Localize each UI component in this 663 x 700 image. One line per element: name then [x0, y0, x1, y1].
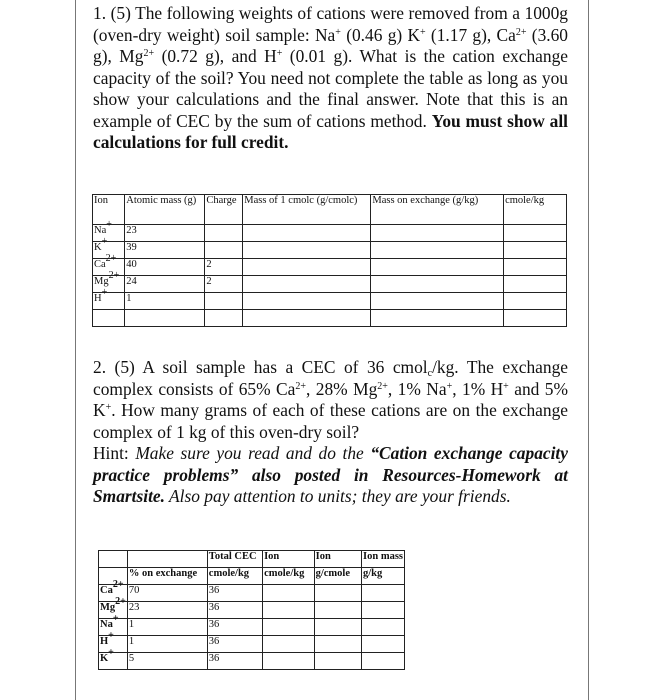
empty-cell	[243, 310, 371, 327]
header-cell: Mass of 1 cmolc (g/cmolc)	[243, 195, 371, 225]
empty-cell	[263, 585, 315, 602]
cec-cell: 36	[207, 619, 262, 636]
empty-cell	[314, 585, 361, 602]
empty-cell	[362, 585, 405, 602]
page-edge-right	[588, 0, 589, 700]
question-2-text: 2. (5) A soil sample has a CEC of 36 cmol$_c$/kg. The exchange complex consists of 65% $Ca^{2+}$, 28% $Mg^{2+}$, 1% Na+, 1% H+ and 5% K+. How many grams of each of these cations are on the exchange complex of 1 kg of this oven-dry soil?	[93, 357, 569, 442]
charge-cell	[205, 225, 243, 242]
table-row	[99, 602, 405, 619]
empty-cell	[371, 242, 504, 259]
ion-cell: H+	[93, 293, 125, 310]
table-row	[93, 276, 567, 293]
table-row	[99, 619, 405, 636]
empty-cell	[314, 602, 361, 619]
table-row	[99, 653, 405, 670]
mass-cell: 39	[125, 242, 205, 259]
table-row	[93, 242, 567, 259]
cec-cell: 36	[207, 585, 262, 602]
exchange-table	[98, 550, 405, 670]
empty-cell	[243, 242, 371, 259]
empty-cell	[263, 653, 315, 670]
question-1-emphasis: You must show all calculations for full credit.	[93, 110, 569, 152]
header-cell: g/kg	[362, 568, 405, 585]
empty-cell	[504, 242, 567, 259]
question-1	[93, 3, 568, 154]
table-row	[93, 225, 567, 242]
header-cell: Mass on exchange (g/kg)	[371, 195, 504, 225]
charge-cell: 2	[205, 276, 243, 293]
cation-table	[92, 194, 567, 327]
empty-cell	[371, 276, 504, 293]
header-cell: Total CEC	[207, 551, 262, 568]
empty-cell	[362, 602, 405, 619]
empty-cell	[263, 619, 315, 636]
empty-cell	[125, 310, 205, 327]
empty-cell	[371, 259, 504, 276]
mass-cell: 24	[125, 276, 205, 293]
question-2-hint: Hint: Make sure you read and do the “Cation exchange capacity practice problems” also posted in Resources-Homework at Smartsite. Also pay attention to units; they are your friends.	[93, 443, 568, 506]
empty-cell	[371, 225, 504, 242]
cec-cell: 36	[207, 602, 262, 619]
ion-cell: $Mg^{2+}$	[93, 276, 125, 293]
mass-cell: 40	[125, 259, 205, 276]
header-cell: cmole/kg	[504, 195, 567, 225]
table-row	[99, 585, 405, 602]
empty-cell	[371, 310, 504, 327]
table-header-row	[93, 195, 567, 225]
header-cell: g/cmole	[314, 568, 361, 585]
empty-cell	[243, 293, 371, 310]
ion-cell: Na+	[99, 619, 128, 636]
charge-cell	[205, 242, 243, 259]
table-row	[93, 259, 567, 276]
ion-cell: $Ca^{2+}$	[99, 585, 128, 602]
charge-cell: 2	[205, 259, 243, 276]
page-edge-left	[75, 0, 76, 700]
empty-cell	[362, 653, 405, 670]
table-row	[93, 310, 567, 327]
empty-cell	[504, 310, 567, 327]
cec-cell: 36	[207, 653, 262, 670]
empty-cell	[243, 276, 371, 293]
pct-cell: 1	[127, 619, 207, 636]
empty-cell	[314, 636, 361, 653]
ion-cell: $Ca^{2+}$	[93, 259, 125, 276]
header-cell: cmole/kg	[263, 568, 315, 585]
empty-cell	[504, 276, 567, 293]
header-cell: Ion	[314, 551, 361, 568]
empty-cell	[243, 225, 371, 242]
pct-cell: 23	[127, 602, 207, 619]
header-cell: cmole/kg	[207, 568, 262, 585]
empty-cell	[504, 259, 567, 276]
charge-cell	[205, 293, 243, 310]
empty-cell	[362, 636, 405, 653]
pct-cell: 70	[127, 585, 207, 602]
empty-cell	[263, 636, 315, 653]
header-cell: Charge	[205, 195, 243, 225]
header-cell: Ion	[93, 195, 125, 225]
empty-cell	[205, 310, 243, 327]
empty-cell	[504, 225, 567, 242]
table-header-row	[99, 568, 405, 585]
empty-cell	[362, 619, 405, 636]
empty-cell	[263, 602, 315, 619]
header-cell: Atomic mass (g)	[125, 195, 205, 225]
empty-cell	[93, 310, 125, 327]
ion-cell: H+	[99, 636, 128, 653]
ion-cell: K+	[99, 653, 128, 670]
pct-cell: 1	[127, 636, 207, 653]
empty-cell	[314, 653, 361, 670]
table-row	[99, 636, 405, 653]
table-row	[93, 293, 567, 310]
cec-cell: 36	[207, 636, 262, 653]
header-cell: Ion	[263, 551, 315, 568]
question-2	[93, 357, 568, 508]
ion-cell: K+	[93, 242, 125, 259]
empty-cell	[314, 619, 361, 636]
mass-cell: 1	[125, 293, 205, 310]
question-1-text: 1. (5) The following weights of cations were removed from a 1000g (oven-dry weight) soil sample: Na+ (0.46 g) K+ (1.17 g), $Ca^{2+}$ (3.60 g), $Mg^{2+}$ (0.72 g), and H+ (0.01 g). What is the cation exchange capacity of the soil? You need not complete the table as long as you show your calculations and the final answer. Note that this is an example of CEC by the sum of cations method. You must show all calculations for full credit.	[93, 3, 569, 152]
mass-cell: 23	[125, 225, 205, 242]
ion-cell: $Mg^{2+}$	[99, 602, 128, 619]
header-cell: % on exchange	[127, 568, 207, 585]
empty-cell	[243, 259, 371, 276]
header-cell	[127, 551, 207, 568]
pct-cell: 5	[127, 653, 207, 670]
empty-cell	[504, 293, 567, 310]
ion-cell: Na+	[93, 225, 125, 242]
table-header-row	[99, 551, 405, 568]
header-cell: Ion mass	[362, 551, 405, 568]
header-cell	[99, 551, 128, 568]
empty-cell	[371, 293, 504, 310]
